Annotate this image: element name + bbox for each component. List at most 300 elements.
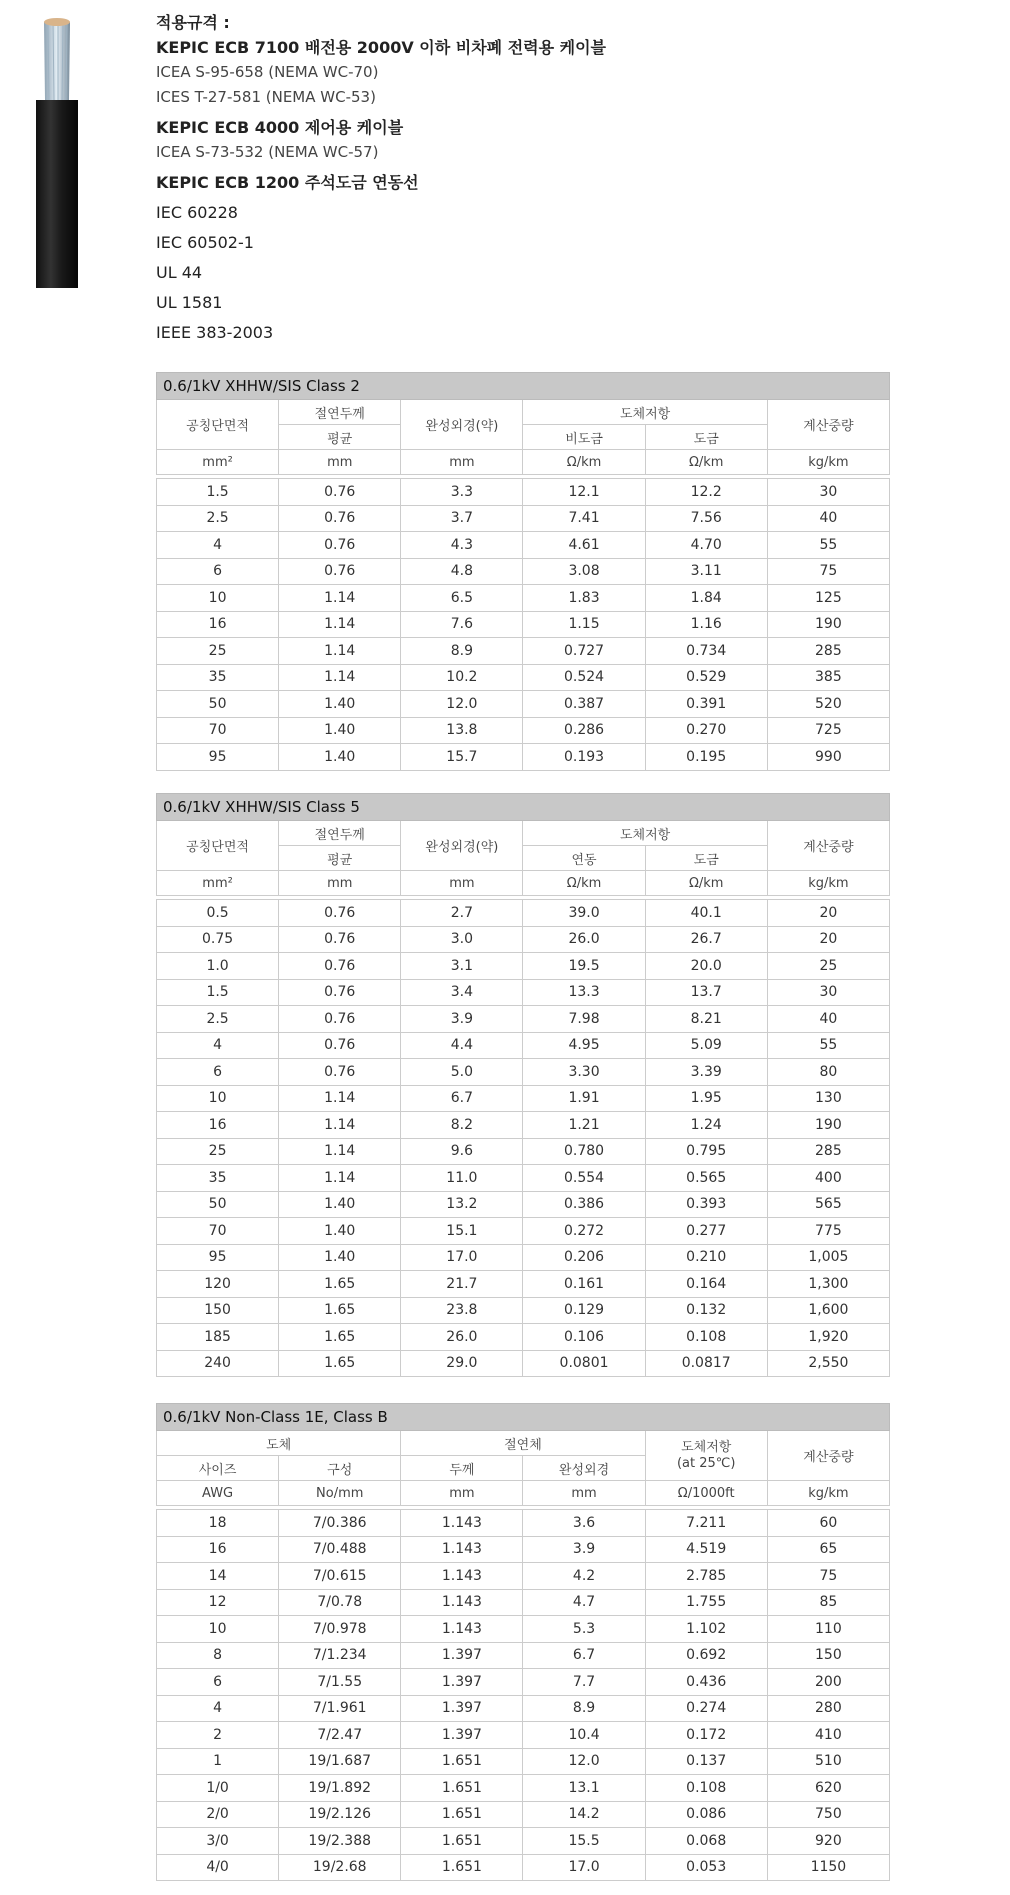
table-cell: 0.692 xyxy=(645,1642,767,1669)
table-cell: 3.08 xyxy=(523,558,645,585)
table-cell: 19/2.388 xyxy=(279,1828,401,1855)
table-cell: 13.3 xyxy=(523,979,645,1006)
table-cell: 21.7 xyxy=(401,1271,523,1298)
table-cell: 1.65 xyxy=(279,1271,401,1298)
table-cell: 14 xyxy=(157,1563,279,1590)
table-cell: 0.76 xyxy=(279,926,401,953)
standard-item: IEEE 383-2003 xyxy=(156,323,274,342)
table-cell: 0.053 xyxy=(645,1854,767,1881)
table-cell: 7/1.961 xyxy=(279,1695,401,1722)
table-cell: 7/0.615 xyxy=(279,1563,401,1590)
table-row xyxy=(157,1271,890,1298)
table-cell: 1.65 xyxy=(279,1350,401,1377)
table-cell: 8.9 xyxy=(523,1695,645,1722)
table-cell: 13.2 xyxy=(401,1191,523,1218)
table-cell: 19/2.68 xyxy=(279,1854,401,1881)
table-row xyxy=(157,1616,890,1643)
table-cell: 8.2 xyxy=(401,1112,523,1139)
table-cell: 10.4 xyxy=(523,1722,645,1749)
table-cell: 11.0 xyxy=(401,1165,523,1192)
table-cell: 1.40 xyxy=(279,744,401,771)
table-cell: 7.41 xyxy=(523,505,645,532)
table-row xyxy=(157,900,890,927)
table-cell: 1.397 xyxy=(401,1722,523,1749)
table-cell: 1.143 xyxy=(401,1616,523,1643)
table-row xyxy=(157,1801,890,1828)
table-cell: 185 xyxy=(157,1324,279,1351)
table-caption: 0.6/1kV XHHW/SIS Class 5 xyxy=(157,794,890,821)
table-cell: 920 xyxy=(767,1828,889,1855)
standards-heading: 적용규격 : xyxy=(156,13,230,32)
units-row xyxy=(157,1481,890,1506)
cable-image xyxy=(36,14,78,288)
table-cell: 6.5 xyxy=(401,585,523,612)
table-cell: 0.76 xyxy=(279,505,401,532)
table-cell: 2.5 xyxy=(157,1006,279,1033)
table-cell: 8 xyxy=(157,1642,279,1669)
table-row xyxy=(157,1138,890,1165)
table-cell: 1.91 xyxy=(523,1085,645,1112)
table-cell: 0.75 xyxy=(157,926,279,953)
table-row xyxy=(157,1775,890,1802)
table-cell: 1.651 xyxy=(401,1801,523,1828)
table-cell: 285 xyxy=(767,638,889,665)
table-cell: 40 xyxy=(767,1006,889,1033)
header-cell: 평균 xyxy=(279,425,401,450)
table-cell: 6 xyxy=(157,1669,279,1696)
table-cell: 80 xyxy=(767,1059,889,1086)
table-cell: 2/0 xyxy=(157,1801,279,1828)
header-cell: 완성외경(약) xyxy=(401,821,523,871)
table-cell: 1.14 xyxy=(279,1138,401,1165)
table-cell: 18 xyxy=(157,1510,279,1537)
table-cell: 1.14 xyxy=(279,611,401,638)
table-cell: 95 xyxy=(157,744,279,771)
table-cell: 0.76 xyxy=(279,479,401,506)
table-cell: 120 xyxy=(157,1271,279,1298)
table-cell: 1.651 xyxy=(401,1748,523,1775)
table-cell: 3.4 xyxy=(401,979,523,1006)
unit-cell: AWG xyxy=(157,1481,279,1506)
table-cell: 3.3 xyxy=(401,479,523,506)
standard-item: UL 44 xyxy=(156,263,203,282)
table-cell: 0.5 xyxy=(157,900,279,927)
table-cell: 12.0 xyxy=(523,1748,645,1775)
table-row xyxy=(157,691,890,718)
table-cell: 0.76 xyxy=(279,558,401,585)
spec-table-class5 xyxy=(156,793,890,1377)
table-cell: 0.76 xyxy=(279,900,401,927)
table-cell: 39.0 xyxy=(523,900,645,927)
table-cell: 75 xyxy=(767,1563,889,1590)
table-cell: 0.393 xyxy=(645,1191,767,1218)
unit-cell: kg/km xyxy=(767,450,889,475)
table-cell: 0.193 xyxy=(523,744,645,771)
table-cell: 0.129 xyxy=(523,1297,645,1324)
table-cell: 280 xyxy=(767,1695,889,1722)
table-row xyxy=(157,1085,890,1112)
table-row xyxy=(157,1669,890,1696)
table-row xyxy=(157,532,890,559)
table-cell: 26.7 xyxy=(645,926,767,953)
header-cell: 두께 xyxy=(401,1456,523,1481)
table-cell: 10.2 xyxy=(401,664,523,691)
table-cell: 1.143 xyxy=(401,1510,523,1537)
unit-cell: Ω/km xyxy=(523,871,645,896)
table-cell: 70 xyxy=(157,1218,279,1245)
table-cell: 0.161 xyxy=(523,1271,645,1298)
table-row xyxy=(157,1510,890,1537)
table-row xyxy=(157,1722,890,1749)
table-row xyxy=(157,1112,890,1139)
table-cell: 16 xyxy=(157,611,279,638)
header-cell: 사이즈 xyxy=(157,1456,279,1481)
table-cell: 55 xyxy=(767,532,889,559)
table-cell: 1.143 xyxy=(401,1536,523,1563)
table-cell: 1.14 xyxy=(279,1085,401,1112)
table-row xyxy=(157,1536,890,1563)
table-cell: 0.277 xyxy=(645,1218,767,1245)
table-cell: 4.95 xyxy=(523,1032,645,1059)
table-cell: 2.7 xyxy=(401,900,523,927)
standard-item: IEC 60228 xyxy=(156,203,238,222)
table-cell: 150 xyxy=(157,1297,279,1324)
table-cell: 2.785 xyxy=(645,1563,767,1590)
table-cell: 1.40 xyxy=(279,1191,401,1218)
header-cell: 절연두께 xyxy=(279,400,401,425)
table-cell: 1.397 xyxy=(401,1669,523,1696)
table-cell: 13.8 xyxy=(401,717,523,744)
table-cell: 0.270 xyxy=(645,717,767,744)
table-cell: 6 xyxy=(157,1059,279,1086)
header-cell: 완성외경(약) xyxy=(401,400,523,450)
table-cell: 12.1 xyxy=(523,479,645,506)
table-row xyxy=(157,558,890,585)
table-cell: 0.108 xyxy=(645,1775,767,1802)
table-cell: 4.519 xyxy=(645,1536,767,1563)
table-cell: 3.39 xyxy=(645,1059,767,1086)
table-cell: 7/0.386 xyxy=(279,1510,401,1537)
table-cell: 55 xyxy=(767,1032,889,1059)
table-cell: 1.102 xyxy=(645,1616,767,1643)
unit-cell: kg/km xyxy=(767,1481,889,1506)
table-cell: 29.0 xyxy=(401,1350,523,1377)
table-cell: 6 xyxy=(157,558,279,585)
table-body xyxy=(157,900,890,1377)
table-cell: 0.565 xyxy=(645,1165,767,1192)
unit-cell: mm xyxy=(401,871,523,896)
table-cell: 10 xyxy=(157,1616,279,1643)
unit-cell: Ω/km xyxy=(645,450,767,475)
table-cell: 0.0817 xyxy=(645,1350,767,1377)
unit-cell: kg/km xyxy=(767,871,889,896)
table-cell: 3.0 xyxy=(401,926,523,953)
table-cell: 1,920 xyxy=(767,1324,889,1351)
unit-cell: mm xyxy=(523,1481,645,1506)
header-cell: 도체 xyxy=(157,1431,401,1456)
unit-cell: mm² xyxy=(157,871,279,896)
table-cell: 50 xyxy=(157,691,279,718)
table-cell: 4 xyxy=(157,1032,279,1059)
table-cell: 1.143 xyxy=(401,1589,523,1616)
standard-item: KEPIC ECB 1200 주석도금 연동선 xyxy=(156,173,419,192)
unit-cell: Ω/km xyxy=(523,450,645,475)
units-row-group xyxy=(157,450,890,479)
table-cell: 6.7 xyxy=(523,1642,645,1669)
table-cell: 725 xyxy=(767,717,889,744)
table-row xyxy=(157,638,890,665)
table-row xyxy=(157,1854,890,1881)
header-cell: 연동 xyxy=(523,846,645,871)
table-cell: 1.755 xyxy=(645,1589,767,1616)
table-cell: 13.7 xyxy=(645,979,767,1006)
table-cell: 13.1 xyxy=(523,1775,645,1802)
table-cell: 40 xyxy=(767,505,889,532)
table-cell: 35 xyxy=(157,664,279,691)
table-body xyxy=(157,1510,890,1881)
table-cell: 20 xyxy=(767,926,889,953)
table-cell: 1.143 xyxy=(401,1563,523,1590)
table-cell: 3.7 xyxy=(401,505,523,532)
table-cell: 1.397 xyxy=(401,1695,523,1722)
table-cell: 1.83 xyxy=(523,585,645,612)
table-cell: 60 xyxy=(767,1510,889,1537)
table-cell: 1.16 xyxy=(645,611,767,638)
table-cell: 16 xyxy=(157,1112,279,1139)
table-cell: 20.0 xyxy=(645,953,767,980)
table-row xyxy=(157,1642,890,1669)
table-cell: 4.2 xyxy=(523,1563,645,1590)
table-cell: 5.09 xyxy=(645,1032,767,1059)
table-cell: 25 xyxy=(767,953,889,980)
table-cell: 7.98 xyxy=(523,1006,645,1033)
table-cell: 19/1.892 xyxy=(279,1775,401,1802)
table-row xyxy=(157,1218,890,1245)
table-cell: 9.6 xyxy=(401,1138,523,1165)
table-cell: 17.0 xyxy=(523,1854,645,1881)
table-cell: 1150 xyxy=(767,1854,889,1881)
table-cell: 7/2.47 xyxy=(279,1722,401,1749)
table-cell: 1.24 xyxy=(645,1112,767,1139)
table-cell: 70 xyxy=(157,717,279,744)
table-cell: 15.5 xyxy=(523,1828,645,1855)
table-cell: 130 xyxy=(767,1085,889,1112)
table-cell: 0.108 xyxy=(645,1324,767,1351)
table-row xyxy=(157,1297,890,1324)
table-row xyxy=(157,1589,890,1616)
table-cell: 15.1 xyxy=(401,1218,523,1245)
table-cell: 7.7 xyxy=(523,1669,645,1696)
table-cell: 7/1.234 xyxy=(279,1642,401,1669)
table-row xyxy=(157,1032,890,1059)
unit-cell: mm xyxy=(401,1481,523,1506)
table-cell: 3.30 xyxy=(523,1059,645,1086)
table-cell: 26.0 xyxy=(401,1324,523,1351)
table-cell: 1.5 xyxy=(157,479,279,506)
table-cell: 3.9 xyxy=(401,1006,523,1033)
table-cell: 0.210 xyxy=(645,1244,767,1271)
table-caption: 0.6/1kV Non-Class 1E, Class B xyxy=(157,1404,890,1431)
table-cell: 1/0 xyxy=(157,1775,279,1802)
table-cell: 1.84 xyxy=(645,585,767,612)
table-body xyxy=(157,479,890,771)
unit-cell: Ω/km xyxy=(645,871,767,896)
table-caption: 0.6/1kV XHHW/SIS Class 2 xyxy=(157,373,890,400)
table-cell: 0.76 xyxy=(279,532,401,559)
table-cell: 4/0 xyxy=(157,1854,279,1881)
header-cell: 절연두께 xyxy=(279,821,401,846)
table-cell: 0.76 xyxy=(279,1006,401,1033)
table-cell: 1,005 xyxy=(767,1244,889,1271)
table-cell: 1.14 xyxy=(279,1165,401,1192)
table-row xyxy=(157,1244,890,1271)
table-cell: 1,300 xyxy=(767,1271,889,1298)
table-cell: 8.21 xyxy=(645,1006,767,1033)
table-cell: 30 xyxy=(767,979,889,1006)
table-row xyxy=(157,1748,890,1775)
header-cell: 도체저항 xyxy=(523,821,767,846)
table-cell: 510 xyxy=(767,1748,889,1775)
table-cell: 1.21 xyxy=(523,1112,645,1139)
table-cell: 35 xyxy=(157,1165,279,1192)
table-cell: 0.76 xyxy=(279,953,401,980)
spec-table-class2 xyxy=(156,372,890,771)
header-cell: 비도금 xyxy=(523,425,645,450)
applicable-standards xyxy=(156,10,916,345)
units-row xyxy=(157,871,890,896)
table-cell: 200 xyxy=(767,1669,889,1696)
table-cell: 7.6 xyxy=(401,611,523,638)
table-cell: 1.65 xyxy=(279,1324,401,1351)
table-cell: 95 xyxy=(157,1244,279,1271)
table-cell: 7.56 xyxy=(645,505,767,532)
table-row xyxy=(157,744,890,771)
table-cell: 30 xyxy=(767,479,889,506)
table-cell: 16 xyxy=(157,1536,279,1563)
table-row xyxy=(157,479,890,506)
table-row xyxy=(157,979,890,1006)
table-cell: 4.8 xyxy=(401,558,523,585)
table-cell: 5.0 xyxy=(401,1059,523,1086)
table-cell: 12.0 xyxy=(401,691,523,718)
table-cell: 3/0 xyxy=(157,1828,279,1855)
table-cell: 3.11 xyxy=(645,558,767,585)
units-row xyxy=(157,450,890,475)
table-cell: 0.554 xyxy=(523,1165,645,1192)
header-cell: 구성 xyxy=(279,1456,401,1481)
table-row xyxy=(157,1828,890,1855)
standard-item: UL 1581 xyxy=(156,293,223,312)
table-cell: 1.397 xyxy=(401,1642,523,1669)
table-cell: 0.274 xyxy=(645,1695,767,1722)
table-cell: 1.0 xyxy=(157,953,279,980)
table-cell: 0.137 xyxy=(645,1748,767,1775)
table-cell: 25 xyxy=(157,1138,279,1165)
table-cell: 20 xyxy=(767,900,889,927)
table-cell: 12 xyxy=(157,1589,279,1616)
table-cell: 26.0 xyxy=(523,926,645,953)
table-cell: 4 xyxy=(157,1695,279,1722)
header-cell: 계산중량 xyxy=(767,821,889,871)
table-cell: 8.9 xyxy=(401,638,523,665)
table-cell: 19.5 xyxy=(523,953,645,980)
table-cell: 0.206 xyxy=(523,1244,645,1271)
table-cell: 1.65 xyxy=(279,1297,401,1324)
table-cell: 19/2.126 xyxy=(279,1801,401,1828)
table-cell: 400 xyxy=(767,1165,889,1192)
table-cell: 110 xyxy=(767,1616,889,1643)
table-cell: 85 xyxy=(767,1589,889,1616)
header-cell: 공칭단면적 xyxy=(157,400,279,450)
table-cell: 0.387 xyxy=(523,691,645,718)
table-cell: 565 xyxy=(767,1191,889,1218)
header-cell: 완성외경 xyxy=(523,1456,645,1481)
header-cell: 평균 xyxy=(279,846,401,871)
header-cell: 공칭단면적 xyxy=(157,821,279,871)
table-row xyxy=(157,1059,890,1086)
table-cell: 0.391 xyxy=(645,691,767,718)
table-cell: 3.9 xyxy=(523,1536,645,1563)
table-cell: 15.7 xyxy=(401,744,523,771)
table-cell: 12.2 xyxy=(645,479,767,506)
table-cell: 7/1.55 xyxy=(279,1669,401,1696)
table-cell: 2,550 xyxy=(767,1350,889,1377)
table-cell: 1.14 xyxy=(279,585,401,612)
standard-item: KEPIC ECB 4000 제어용 케이블 ICEA S-73-532 (NEMA WC-57) xyxy=(156,118,404,161)
unit-cell: No/mm xyxy=(279,1481,401,1506)
header-cell: 계산중량 xyxy=(767,400,889,450)
table-cell: 1.40 xyxy=(279,1244,401,1271)
table-cell: 990 xyxy=(767,744,889,771)
units-row-group xyxy=(157,871,890,900)
table-cell: 240 xyxy=(157,1350,279,1377)
table-cell: 7.211 xyxy=(645,1510,767,1537)
table-cell: 520 xyxy=(767,691,889,718)
table-cell: 0.436 xyxy=(645,1669,767,1696)
table-cell: 0.086 xyxy=(645,1801,767,1828)
table-cell: 150 xyxy=(767,1642,889,1669)
table-cell: 0.795 xyxy=(645,1138,767,1165)
table-cell: 5.3 xyxy=(523,1616,645,1643)
table-cell: 25 xyxy=(157,638,279,665)
table-cell: 65 xyxy=(767,1536,889,1563)
table-cell: 1.15 xyxy=(523,611,645,638)
table-cell: 7/0.78 xyxy=(279,1589,401,1616)
table-cell: 0.272 xyxy=(523,1218,645,1245)
table-cell: 1.651 xyxy=(401,1828,523,1855)
table-cell: 1.651 xyxy=(401,1775,523,1802)
table-cell: 1.40 xyxy=(279,717,401,744)
table-cell: 3.6 xyxy=(523,1510,645,1537)
table-cell: 0.286 xyxy=(523,717,645,744)
table-cell: 4.3 xyxy=(401,532,523,559)
table-row xyxy=(157,1324,890,1351)
unit-cell: Ω/1000ft xyxy=(645,1481,767,1506)
table-cell: 0.76 xyxy=(279,1059,401,1086)
table-row xyxy=(157,1350,890,1377)
table-cell: 1.5 xyxy=(157,979,279,1006)
table-cell: 40.1 xyxy=(645,900,767,927)
table-cell: 1.651 xyxy=(401,1854,523,1881)
table-row xyxy=(157,664,890,691)
table-cell: 1.14 xyxy=(279,1112,401,1139)
table-cell: 410 xyxy=(767,1722,889,1749)
table-cell: 0.524 xyxy=(523,664,645,691)
table-row xyxy=(157,1191,890,1218)
table-cell: 0.164 xyxy=(645,1271,767,1298)
table-cell: 2.5 xyxy=(157,505,279,532)
table-cell: 2 xyxy=(157,1722,279,1749)
